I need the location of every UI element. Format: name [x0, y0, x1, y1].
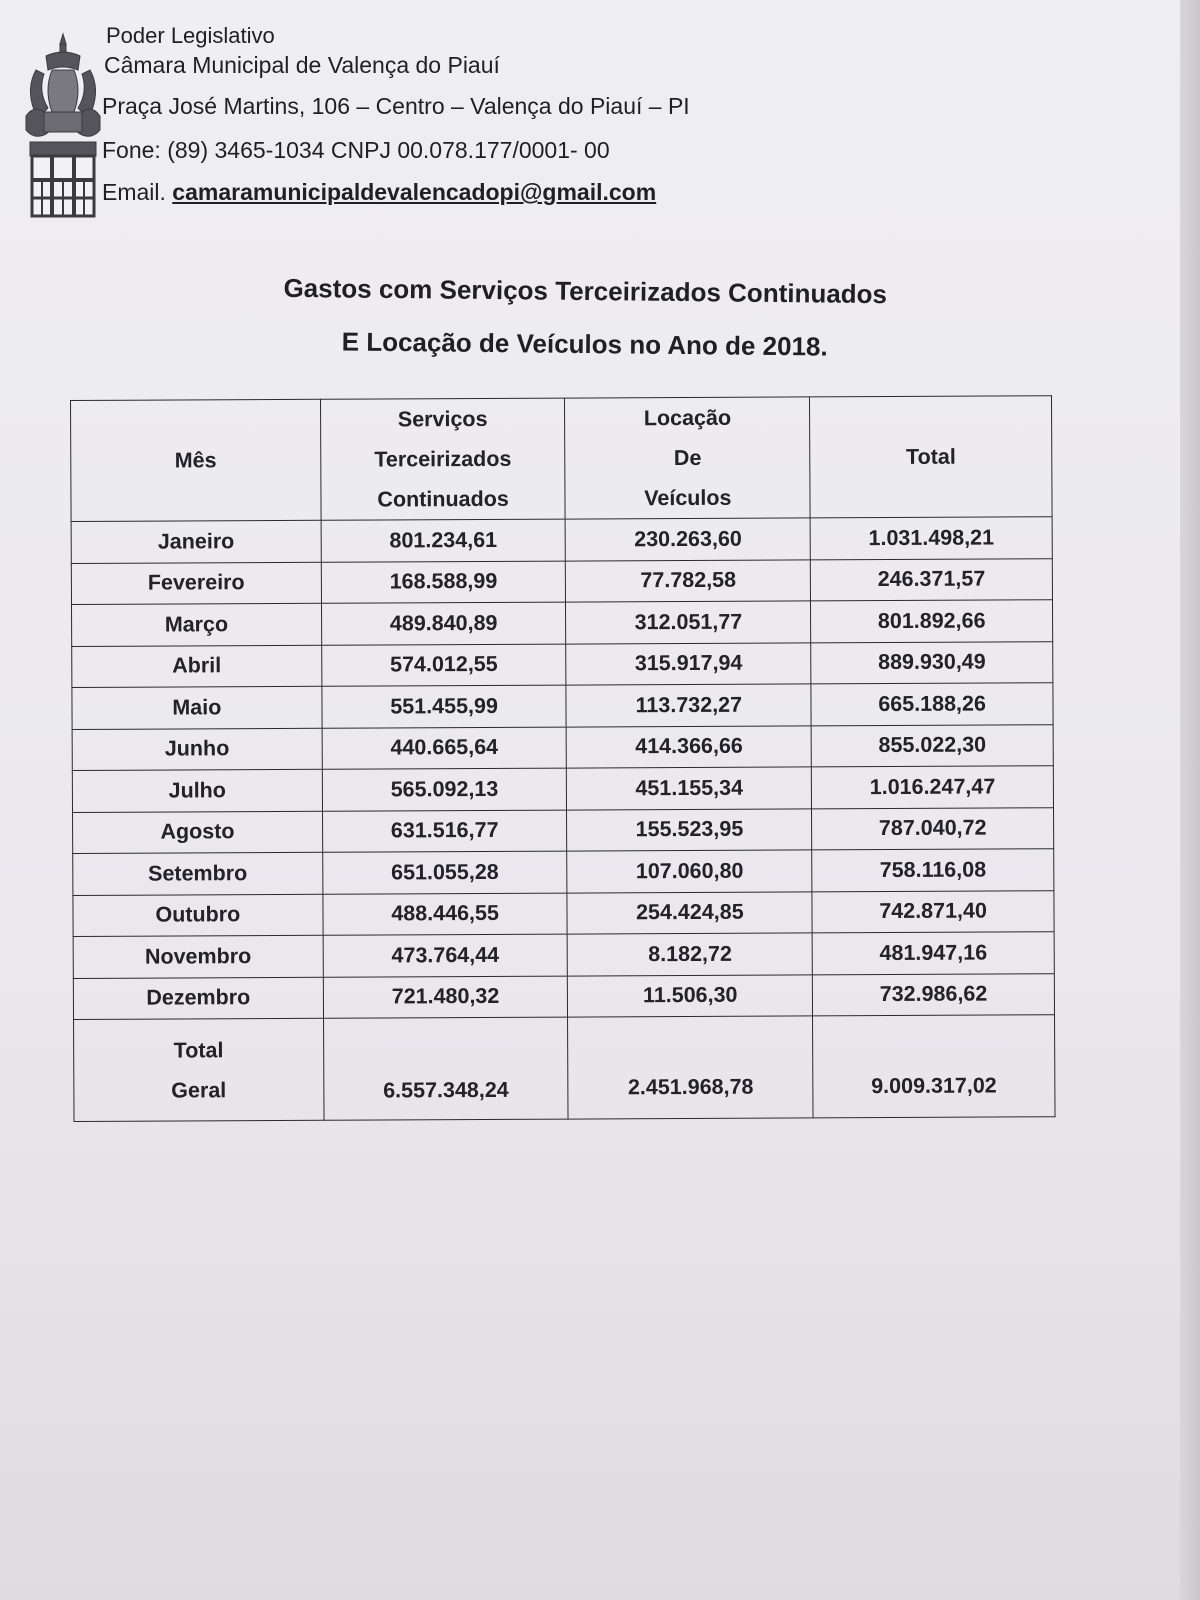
cell-vehicles: 77.782,58	[566, 559, 811, 602]
grand-total-vehicles: 2.451.968,78	[568, 1016, 813, 1119]
cell-services: 651.055,28	[322, 851, 567, 894]
table-row	[72, 724, 1053, 770]
cell-vehicles: 315.917,94	[566, 642, 811, 685]
cell-total: 855.022,30	[811, 724, 1053, 767]
cell-total: 665.188,26	[811, 683, 1053, 726]
table-row	[73, 973, 1054, 1019]
header-vehicles-line: De	[673, 445, 702, 471]
cell-total: 1.016.247,47	[812, 766, 1054, 809]
cell-month: Setembro	[73, 852, 323, 895]
table-row	[71, 517, 1052, 563]
cell-month: Novembro	[73, 935, 323, 978]
cell-vehicles: 312.051,77	[566, 601, 811, 644]
cell-vehicles: 11.506,30	[568, 974, 813, 1017]
document-title	[199, 261, 970, 375]
cell-services: 574.012,55	[321, 644, 566, 687]
cell-total: 1.031.498,21	[810, 517, 1052, 560]
cell-vehicles: 254.424,85	[567, 891, 812, 934]
cell-services: 721.480,32	[323, 976, 568, 1019]
cell-month: Abril	[72, 645, 322, 688]
table-row	[73, 890, 1054, 936]
cell-total: 742.871,40	[812, 890, 1054, 933]
cell-total: 732.986,62	[813, 973, 1055, 1016]
header-services-line: Serviços	[397, 406, 488, 432]
cell-total: 787.040,72	[812, 807, 1054, 850]
cell-services: 801.234,61	[321, 519, 566, 562]
letterhead-email	[102, 178, 690, 208]
email-address: camaramunicipaldevalencadopi@gmail.com	[172, 179, 657, 206]
email-label: Email.	[102, 179, 166, 206]
grand-total-label-line: Geral	[171, 1077, 227, 1103]
cell-total: 246.371,57	[811, 558, 1053, 601]
grand-total-total: 9.009.317,02	[813, 1015, 1055, 1118]
letterhead-phone-cnpj: Fone: (89) 3465-1034 CNPJ 00.078.177/0001- 00	[102, 137, 610, 164]
table-row	[73, 932, 1054, 978]
cell-services: 631.516,77	[322, 810, 567, 853]
header-month: Mês	[71, 399, 321, 521]
cell-month: Fevereiro	[71, 562, 321, 605]
cell-services: 440.665,64	[322, 727, 567, 770]
cell-vehicles: 8.182,72	[568, 933, 813, 976]
header-vehicles	[565, 397, 810, 519]
cell-vehicles: 155.523,95	[567, 808, 812, 851]
cell-vehicles: 230.263,60	[566, 518, 811, 561]
cell-month: Julho	[72, 769, 322, 812]
expenses-table-container	[70, 395, 1059, 1122]
cell-month: Dezembro	[73, 977, 323, 1020]
table-row	[72, 641, 1053, 687]
header-vehicles-line: Locação	[643, 405, 732, 431]
grand-total-label	[74, 1018, 324, 1121]
cell-total: 889.930,49	[811, 641, 1053, 684]
header-services-line: Continuados	[377, 486, 509, 512]
cell-services: 168.588,99	[321, 561, 566, 604]
cell-month: Maio	[72, 686, 322, 729]
header-services	[320, 398, 565, 520]
cell-vehicles: 414.366,66	[567, 725, 812, 768]
cell-month: Agosto	[73, 811, 323, 854]
header-vehicles-line: Veículos	[644, 485, 732, 511]
table-row	[73, 849, 1054, 895]
cell-services: 551.455,99	[322, 685, 567, 728]
cell-vehicles: 451.155,34	[567, 767, 812, 810]
cell-services: 473.764,44	[323, 934, 568, 977]
expenses-table	[70, 395, 1056, 1122]
table-header-row	[71, 396, 1053, 522]
municipal-crest-icon	[22, 30, 104, 220]
cell-month: Outubro	[73, 894, 323, 937]
grand-total-label-line: Total	[173, 1037, 224, 1063]
table-row	[73, 807, 1054, 853]
table-row	[72, 683, 1053, 729]
cell-total: 801.892,66	[811, 600, 1053, 643]
table-row	[71, 600, 1052, 646]
cell-month: Março	[71, 603, 321, 646]
header-services-line: Terceirizados	[374, 446, 512, 472]
title-line-2: E Locação de Veículos no Ano de 2018.	[341, 326, 828, 362]
grand-total-services: 6.557.348,24	[323, 1017, 568, 1120]
table-row	[72, 766, 1053, 812]
cell-month: Janeiro	[71, 520, 321, 563]
cell-total: 758.116,08	[812, 849, 1054, 892]
letterhead-address: Praça José Martins, 106 – Centro – Valença do Piauí – PI	[102, 93, 690, 120]
cell-services: 565.092,13	[322, 768, 567, 811]
table-row	[71, 558, 1052, 604]
cell-month: Junho	[72, 728, 322, 771]
cell-services: 488.446,55	[323, 893, 568, 936]
cell-total: 481.947,16	[812, 932, 1054, 975]
cell-vehicles: 113.732,27	[566, 684, 811, 727]
title-line-1: Gastos com Serviços Terceirizados Continuados	[283, 272, 888, 310]
cell-services: 489.840,89	[321, 602, 566, 645]
cell-vehicles: 107.060,80	[567, 850, 812, 893]
page-edge-shadow	[1180, 0, 1200, 1600]
letterhead	[22, 22, 782, 222]
header-total: Total	[810, 396, 1052, 518]
letterhead-org: Poder Legislativo	[106, 23, 275, 48]
grand-total-row	[74, 1015, 1055, 1122]
letterhead-chamber: Câmara Municipal de Valença do Piauí	[104, 51, 500, 78]
table-body	[71, 517, 1055, 1122]
